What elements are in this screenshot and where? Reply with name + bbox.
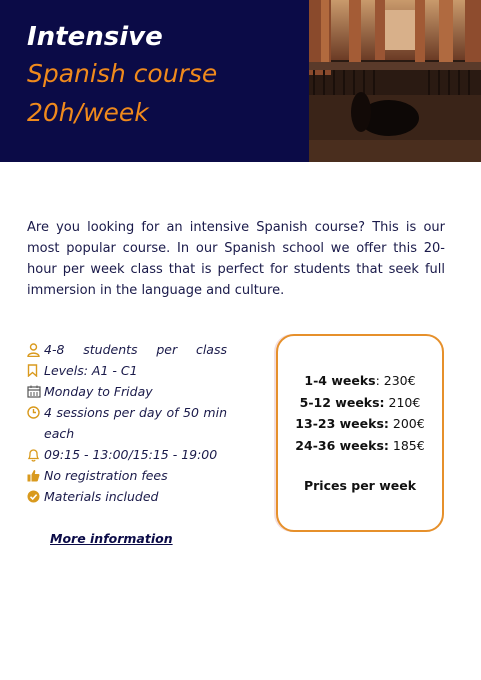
feature-materials [27, 486, 227, 507]
title-spanish-course: Spanish course [27, 59, 218, 88]
course-title [27, 20, 217, 132]
thumbs-up-icon [27, 465, 44, 486]
price-row [278, 370, 442, 392]
feature-text: Materials included [44, 489, 159, 504]
feature-text: 4 sessions per day of 50 min each [44, 405, 227, 441]
feature-text: No registration fees [44, 468, 168, 483]
price-box [276, 334, 444, 532]
calendar-icon [27, 381, 44, 402]
feature-fees [27, 465, 227, 486]
price-row [278, 413, 442, 435]
clock-icon [27, 402, 44, 423]
price-list [278, 370, 442, 456]
feature-schedule [27, 444, 227, 465]
bell-icon [27, 444, 44, 465]
price-weeks: 5-12 weeks: [299, 394, 385, 410]
plaza-photo [309, 0, 481, 162]
plaza-photo-graphic [309, 0, 481, 162]
price-weeks: 24-36 weeks: [295, 437, 389, 453]
bookmark-icon [27, 360, 44, 381]
price-value: : 230€ [375, 373, 416, 388]
price-row [278, 392, 442, 414]
price-weeks: 1-4 weeks [304, 373, 376, 388]
feature-levels [27, 360, 227, 381]
feature-text: 4-8 students per class [44, 342, 227, 357]
feature-students [27, 339, 227, 360]
features-list [27, 339, 227, 507]
price-value: 185€ [388, 437, 425, 453]
feature-sessions [27, 402, 227, 444]
price-row [278, 435, 442, 457]
price-value: 200€ [388, 416, 425, 431]
title-intensive: Intensive [27, 22, 163, 52]
price-weeks: 13-23 weeks: [295, 416, 389, 431]
price-value: 210€ [384, 394, 421, 410]
intro-paragraph: Are you looking for an intensive Spanish course? This is our most popular course. In our Spanish school we offer this 20-hour per week class that is perfect for students that seek full immersion in the language and culture. [27, 220, 445, 298]
feature-days [27, 381, 227, 402]
title-hours-per-week: 20h/week [27, 98, 149, 127]
prices-per-week-note: Prices per week [303, 478, 417, 493]
check-circle-icon [27, 486, 44, 507]
person-icon [27, 339, 44, 360]
feature-text: Levels: A1 - C1 [44, 363, 138, 378]
feature-text: 09:15 - 13:00/15:15 - 19:00 [44, 447, 218, 462]
feature-text: Monday to Friday [44, 384, 153, 399]
more-information-link[interactable]: More information [50, 531, 173, 546]
header-banner [0, 0, 481, 162]
